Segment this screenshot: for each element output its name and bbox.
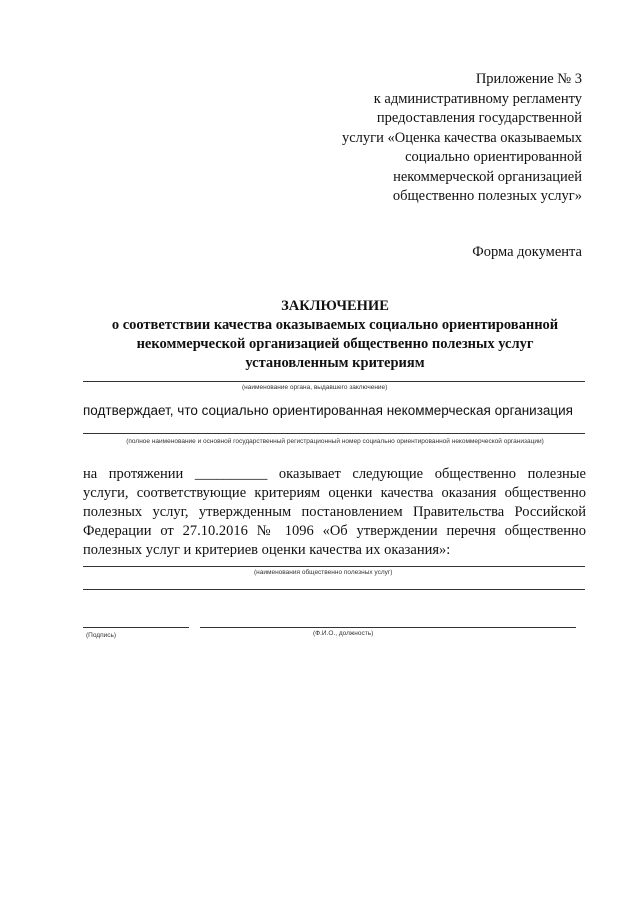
form-label: Форма документа bbox=[472, 244, 582, 260]
appendix-header bbox=[342, 70, 582, 207]
issuer-caption: (наименование органа, выдавшего заключение) bbox=[242, 384, 388, 391]
confirm-text: подтверждает, что социально ориентированная некоммерческая организация bbox=[83, 403, 573, 418]
title-heading: ЗАКЛЮЧЕНИЕ bbox=[281, 298, 389, 314]
services-field-line[interactable] bbox=[83, 566, 585, 567]
paragraph-line: полезных услуг и критериев оценки качества их оказания»: bbox=[83, 542, 451, 558]
paragraph-line: услуги, соответствующие критериям оценки качества оказания общественно bbox=[83, 485, 586, 501]
appendix-line: Приложение № 3 bbox=[475, 71, 582, 87]
services-paragraph bbox=[83, 465, 586, 560]
name-position-field-line[interactable] bbox=[200, 627, 576, 628]
signature-field-line[interactable] bbox=[83, 627, 189, 628]
title-line: некоммерческой организацией общественно полезных услуг bbox=[136, 336, 534, 352]
org-field-line[interactable] bbox=[83, 433, 585, 434]
appendix-line: социально ориентированной bbox=[405, 149, 582, 165]
paragraph-line: Федерации от 27.10.2016 № 1096 «Об утверждении перечня общественно bbox=[83, 523, 586, 539]
appendix-line: к административному регламенту bbox=[373, 90, 582, 107]
appendix-line: общественно полезных услуг» bbox=[392, 188, 582, 204]
title-line: о соответствии качества оказываемых социально ориентированной bbox=[111, 317, 559, 333]
paragraph-line: полезных услуг, утвержденным постановлением Правительства Российской bbox=[83, 504, 586, 520]
title-line: установленным критериям bbox=[245, 355, 425, 371]
issuer-field-line[interactable] bbox=[83, 381, 585, 382]
appendix-line: услуги «Оценка качества оказываемых bbox=[341, 129, 582, 146]
paragraph-line: на протяжении __________ оказывает следующие общественно полезные bbox=[83, 466, 586, 482]
name-position-caption: (Ф.И.О., должность) bbox=[313, 630, 374, 637]
org-caption: (полное наименование и основной государственный регистрационный номер социально ориентированной некоммерческой организации) bbox=[126, 438, 544, 445]
services-field-line-2[interactable] bbox=[83, 589, 585, 590]
appendix-line: предоставления государственной bbox=[376, 110, 582, 126]
services-caption: (наименования общественно полезных услуг) bbox=[254, 569, 393, 576]
signature-caption: (Подпись) bbox=[86, 632, 117, 639]
document-title bbox=[80, 297, 590, 373]
appendix-line: некоммерческой организацией bbox=[393, 168, 582, 185]
